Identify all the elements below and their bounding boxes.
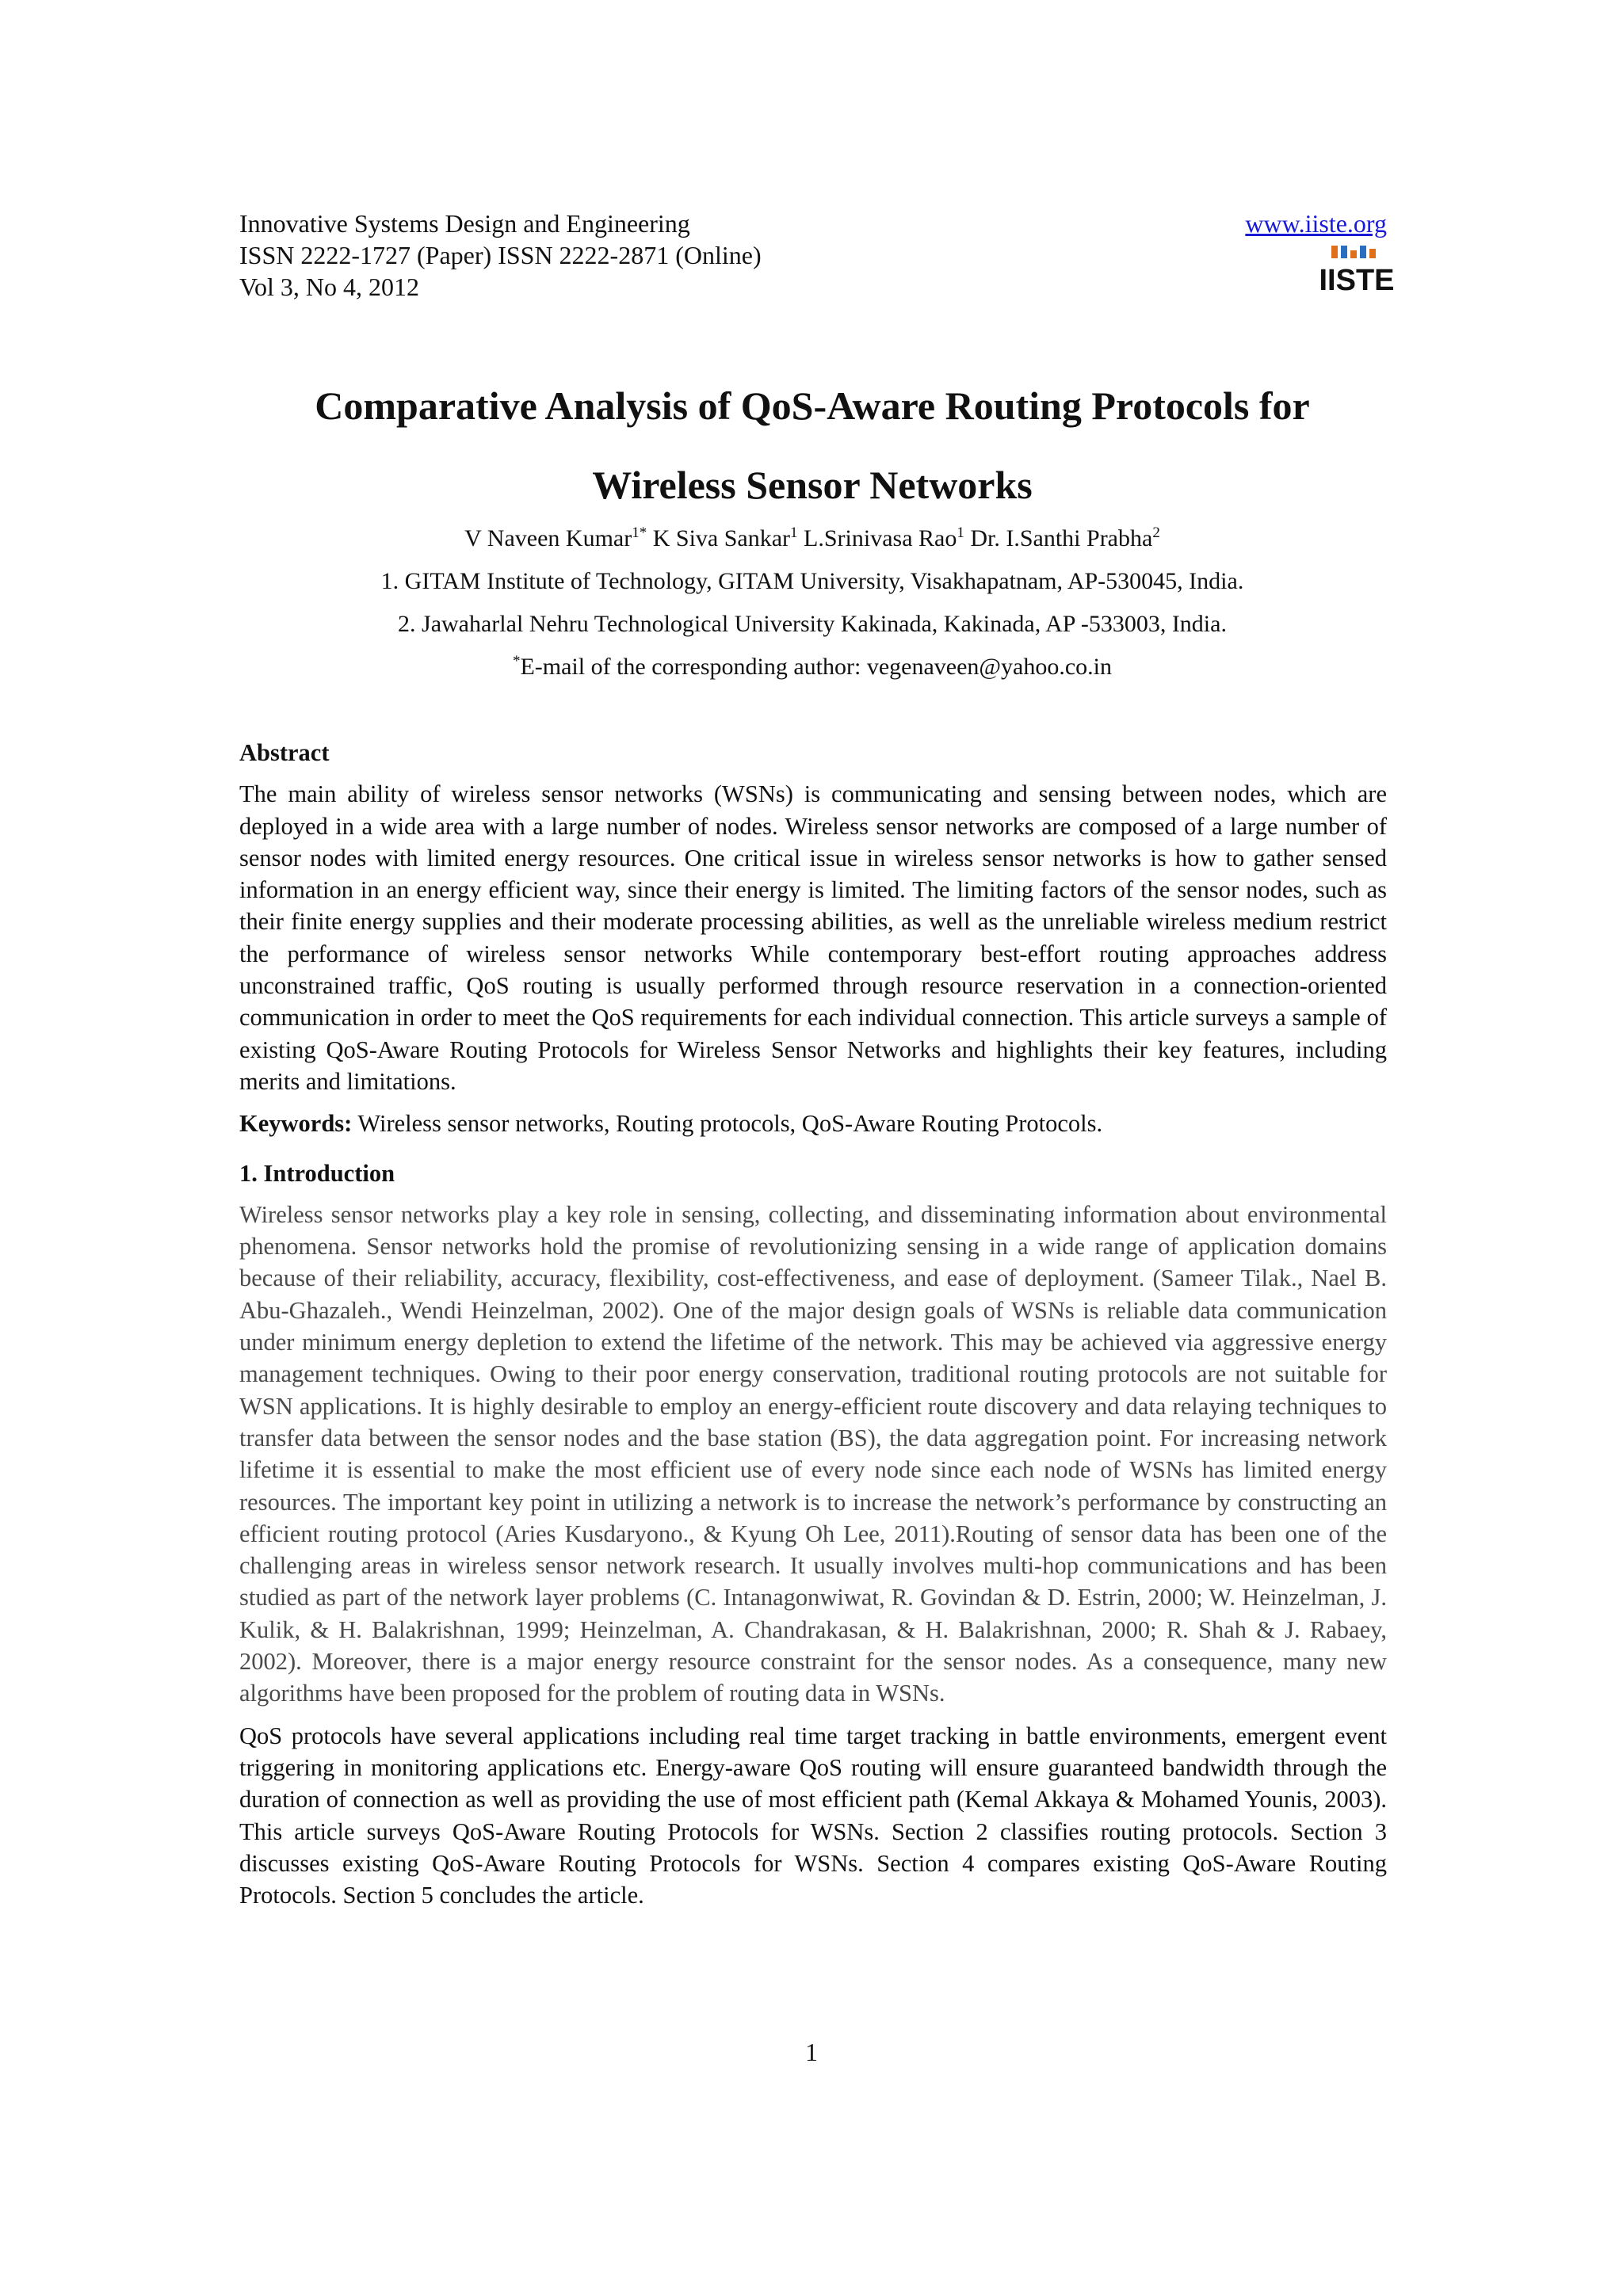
author-affiliation-mark: 2 bbox=[1152, 524, 1160, 541]
paper-title bbox=[182, 366, 1442, 524]
journal-volume: Vol 3, No 4, 2012 bbox=[239, 273, 419, 301]
author-name: K Siva Sankar bbox=[647, 525, 791, 551]
affiliation-1: 1. GITAM Institute of Technology, GITAM University, Visakhapatnam, AP-530045, India. bbox=[380, 568, 1244, 594]
author-block bbox=[182, 523, 1442, 683]
journal-name: Innovative Systems Design and Engineering bbox=[239, 209, 690, 238]
author-affiliation-mark: 1 bbox=[790, 524, 798, 541]
keywords-line bbox=[239, 1108, 1387, 1139]
keywords-text: Wireless sensor networks, Routing protocols, QoS-Aware Routing Protocols. bbox=[352, 1110, 1103, 1138]
introduction-paragraph-2: QoS protocols have several applications including real time target tracking in battle environments, emergent event triggering in monitoring applications etc. Energy-aware QoS routing will ensure guaranteed bandwidth through the duration of connection as well as providing the use of most efficient path (Kemal Akkaya & Mohamed Younis, 2003). This article surveys QoS-Aware Routing Protocols for WSNs. Section 2 classifies routing protocols. Section 3 discusses existing QoS-Aware Routing Protocols for WSNs. Section 4 compares existing QoS-Aware Routing Protocols. Section 5 concludes the article. bbox=[239, 1722, 1387, 1909]
journal-issn: ISSN 2222-1727 (Paper) ISSN 2222-2871 (Online) bbox=[239, 241, 762, 269]
corresponding-mark: * bbox=[512, 653, 521, 669]
email-text: E-mail of the corresponding author: vegenaveen@yahoo.co.in bbox=[520, 654, 1113, 680]
author-affiliation-mark: 1 bbox=[957, 524, 964, 541]
author-name: Dr. I.Santhi Prabha bbox=[964, 525, 1153, 551]
title-line-1: Comparative Analysis of QoS-Aware Routing Protocols for bbox=[315, 383, 1310, 428]
corresponding-email bbox=[182, 651, 1442, 683]
journal-header bbox=[239, 208, 1395, 303]
page-number: 1 bbox=[805, 2038, 818, 2066]
title-line-2: Wireless Sensor Networks bbox=[592, 463, 1033, 507]
paper-body bbox=[239, 737, 1387, 1921]
iiste-logo bbox=[1319, 244, 1395, 297]
introduction-heading: 1. Introduction bbox=[239, 1159, 395, 1187]
author-list bbox=[182, 523, 1442, 555]
author-affiliation-mark: 1* bbox=[632, 524, 647, 541]
author-name: L.Srinivasa Rao bbox=[797, 525, 957, 551]
keywords-label: Keywords: bbox=[239, 1110, 353, 1138]
affiliation-2: 2. Jawaharlal Nehru Technological University Kakinada, Kakinada, AP -533003, India. bbox=[398, 611, 1227, 637]
abstract-heading: Abstract bbox=[239, 739, 330, 766]
journal-url-link[interactable]: www.iiste.org bbox=[1245, 209, 1387, 238]
author-name: V Naveen Kumar bbox=[464, 525, 632, 551]
abstract-text: The main ability of wireless sensor networks (WSNs) is communicating and sensing between nodes, which are deployed in a wide area with a large number of nodes. Wireless sensor networks are composed of a large number of sensor nodes with limited energy resources. One critical issue in wireless sensor networks is how to gather sensed information in an energy efficient way, since their energy is limited. The limiting factors of the sensor nodes, such as their finite energy supplies and their moderate processing abilities, as well as the unreliable wireless medium restrict the performance of wireless sensor networks While contemporary best-effort routing approaches address unconstrained traffic, QoS routing is usually performed through resource reservation in a connection-oriented communication in order to meet the QoS requirements for each individual connection. This article surveys a sample of existing QoS-Aware Routing Protocols for Wireless Sensor Networks and highlights their key features, including merits and limitations. bbox=[239, 780, 1387, 1095]
logo-text: IISTE bbox=[1319, 264, 1395, 297]
introduction-paragraph-1: Wireless sensor networks play a key role in sensing, collecting, and disseminating information about environmental phenomena. Sensor networks hold the promise of revolutionizing sensing in a wide range of application domains because of their reliability, accuracy, flexibility, cost-effectiveness, and ease of deployment. (Sameer Tilak., Nael B. Abu-Ghazaleh., Wendi Heinzelman, 2002). One of the major design goals of WSNs is reliable data communication under minimum energy depletion to extend the lifetime of the network. This may be achieved via aggressive energy management techniques. Owing to their poor energy conservation, traditional routing protocols are not suitable for WSN applications. It is highly desirable to employ an energy-efficient route discovery and data relaying techniques to transfer data between the sensor nodes and the base station (BS), the data aggregation point. For increasing network lifetime it is essential to make the most efficient use of every node since each node of WSNs has limited energy resources. The important key point in utilizing a network is to increase the network’s performance by constructing an efficient routing protocol (Aries Kusdaryono., & Kyung Oh Lee, 2011).Routing of sensor data has been one of the challenging areas in wireless sensor network research. It usually involves multi-hop communications and has been studied as part of the network layer problems (C. Intanagonwiwat, R. Govindan & D. Estrin, 2000; W. Heinzelman, J. Kulik, & H. Balakrishnan, 1999; Heinzelman, A. Chandrakasan, & H. Balakrishnan, 2000; R. Shah & J. Rabaey, 2002). Moreover, there is a major energy resource constraint for the sensor nodes. As a consequence, many new algorithms have been proposed for the problem of routing data in WSNs. bbox=[239, 1200, 1387, 1707]
